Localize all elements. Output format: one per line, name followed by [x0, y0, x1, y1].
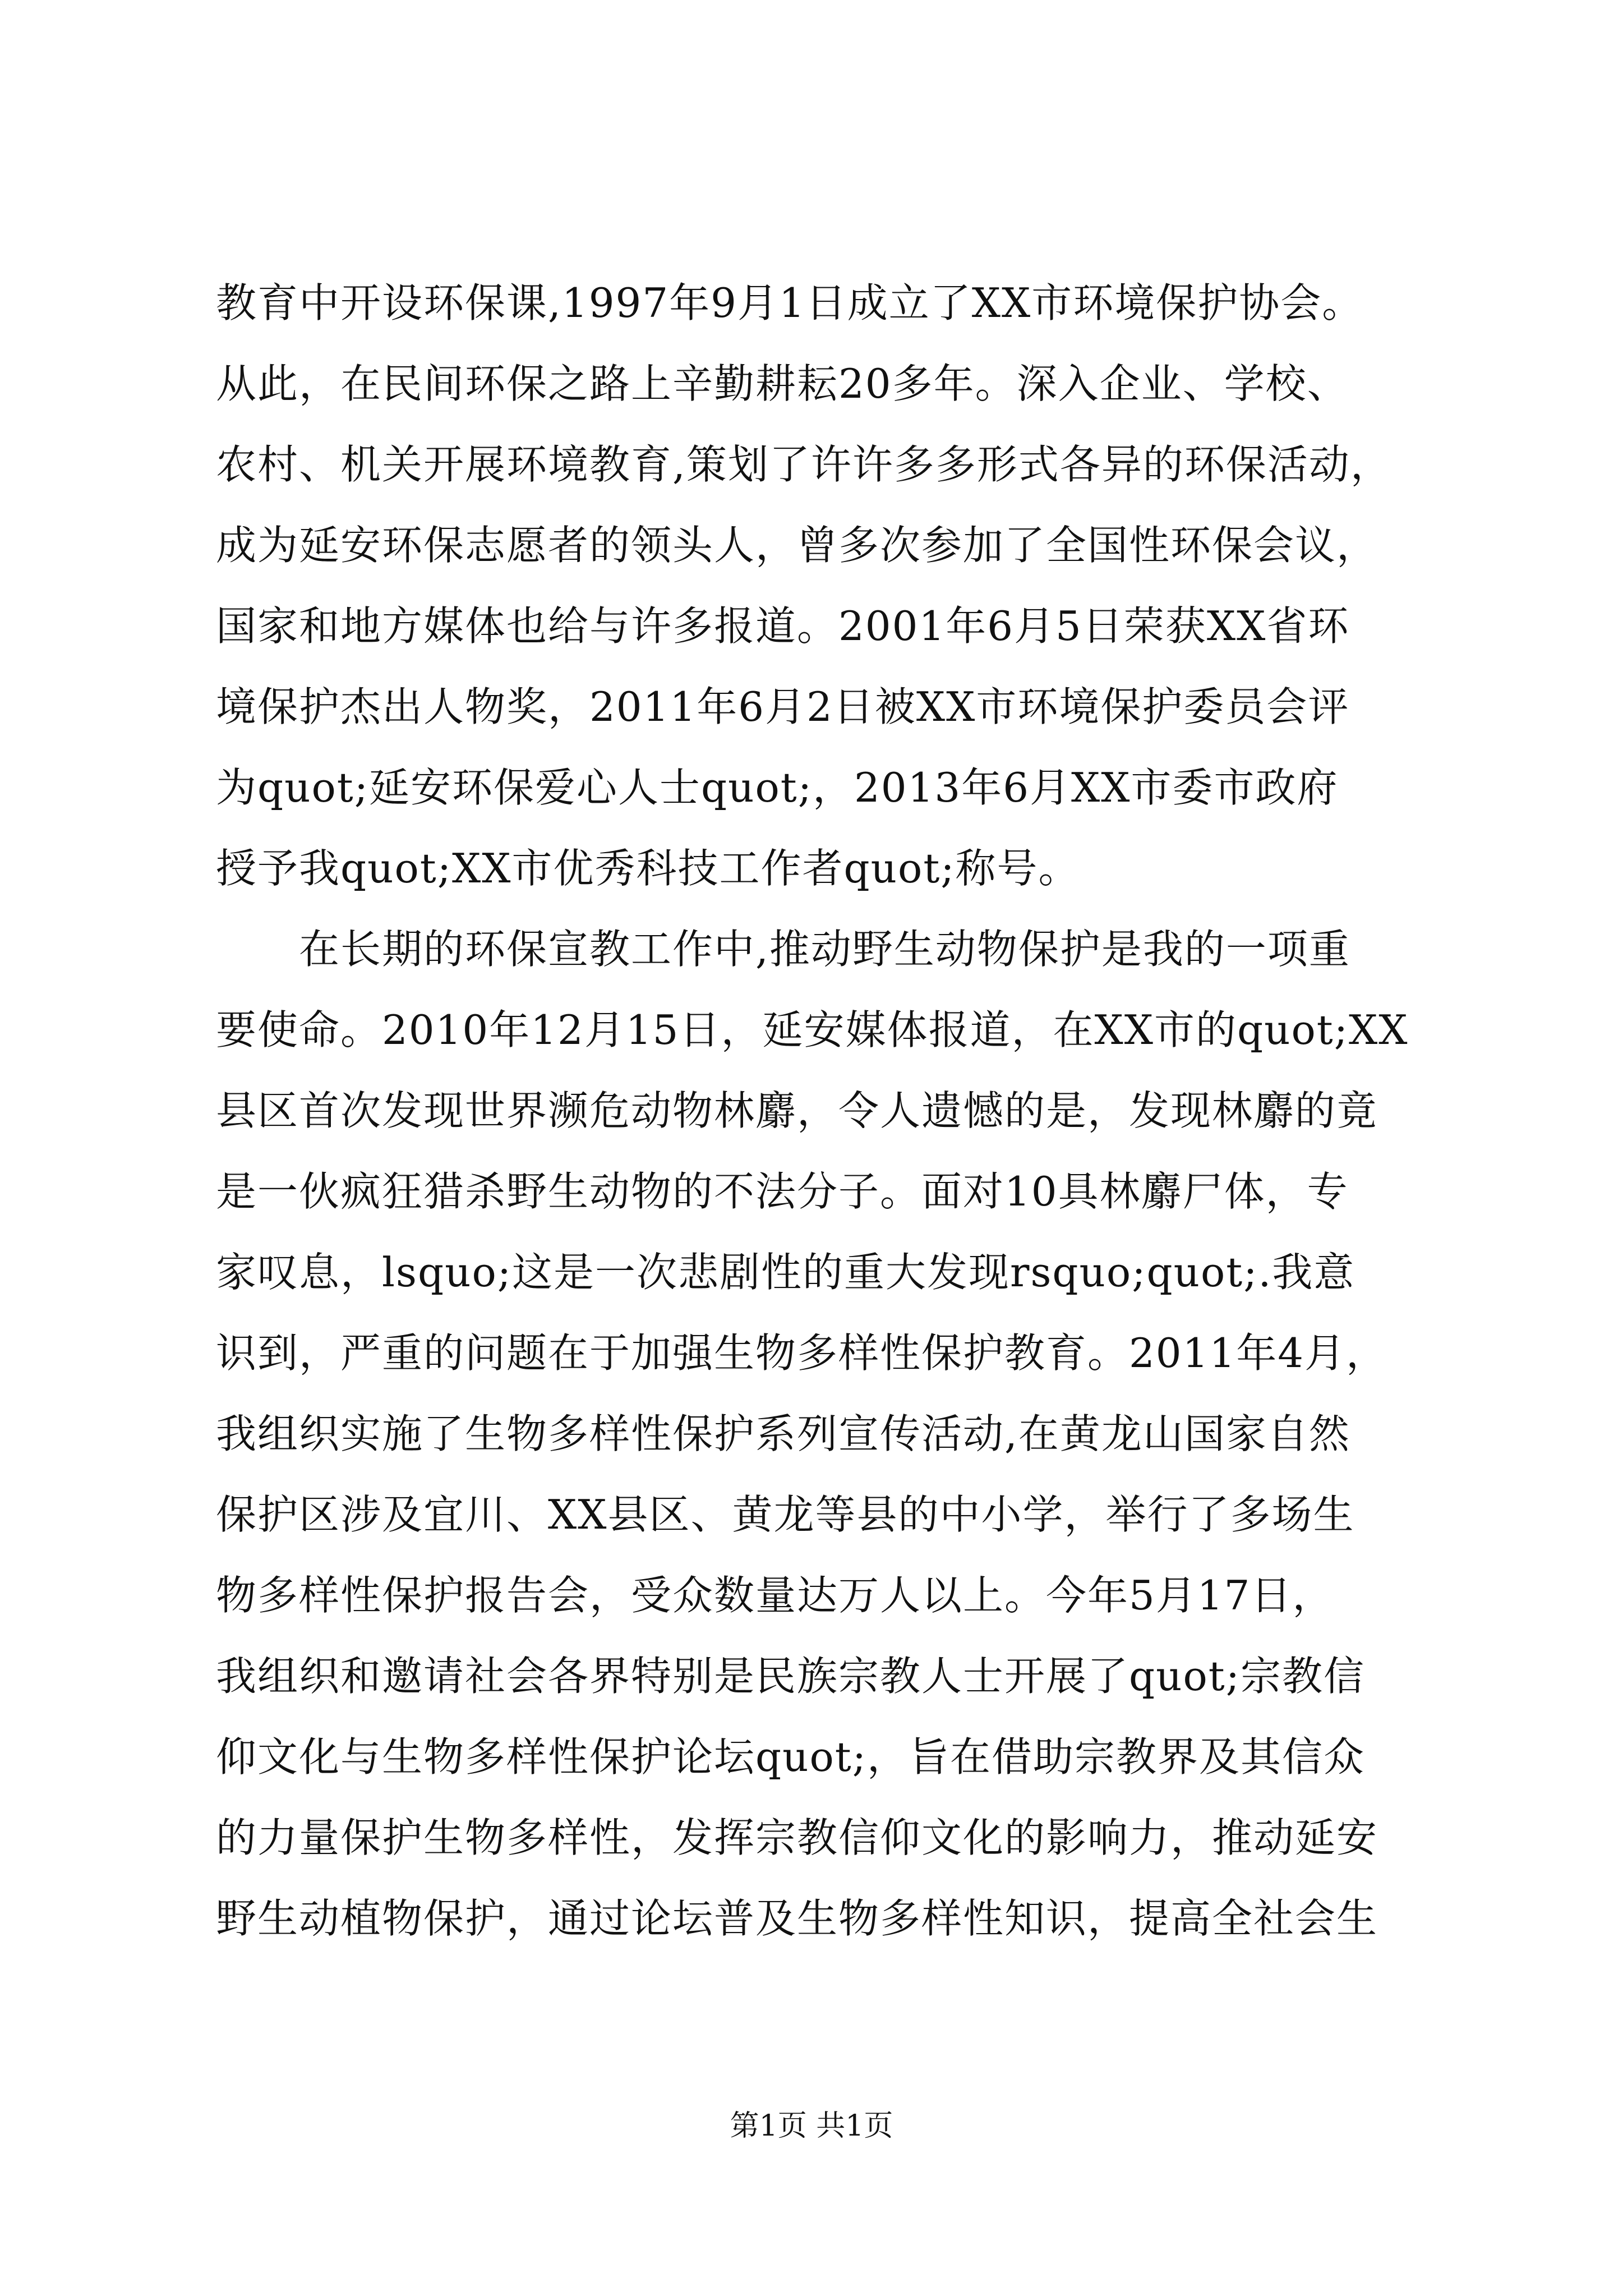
text-line: 县区首次发现世界濒危动物林麝，令人遗憾的是，发现林麝的竟 — [216, 1087, 1378, 1134]
text-line: 识到，严重的问题在于加强生物多样性保护教育。2011年4月， — [216, 1329, 1388, 1377]
text-line: 仰文化与生物多样性保护论坛quot;，旨在借助宗教界及其信众 — [216, 1733, 1366, 1780]
text-line: 为quot;延安环保爱心人士quot;，2013年6月XX市委市政府 — [216, 764, 1339, 811]
text-line: 成为延安环保志愿者的领头人，曾多次参加了全国性环保会议， — [216, 522, 1378, 569]
text-line: 我组织实施了生物多样性保护系列宣传活动,在黄龙山国家自然 — [216, 1410, 1350, 1457]
paragraph-start-line: 在长期的环保宣教工作中,推动野生动物保护是我的一项重 — [216, 926, 1350, 973]
text-line: 要使命。2010年12月15日，延安媒体报道，在XX市的quot;XX — [216, 1006, 1409, 1053]
text-line: 授予我quot;XX市优秀科技工作者quot;称号。 — [216, 845, 1080, 892]
text-line: 保护区涉及宜川、XX县区、黄龙等县的中小学，举行了多场生 — [216, 1491, 1355, 1538]
text-line: 我组织和邀请社会各界特别是民族宗教人士开展了quot;宗教信 — [216, 1653, 1366, 1700]
text-line: 农村、机关开展环境教育,策划了许许多多形式各异的环保活动， — [216, 441, 1392, 488]
text-line: 从此，在民间环保之路上辛勤耕耘20多年。深入企业、学校、 — [216, 360, 1349, 407]
text-line: 野生动植物保护，通过论坛普及生物多样性知识，提高全社会生 — [216, 1895, 1378, 1942]
text-line: 国家和地方媒体也给与许多报道。2001年6月5日荣获XX省环 — [216, 602, 1350, 650]
text-line: 的力量保护生物多样性，发挥宗教信仰文化的影响力，推动延安 — [216, 1814, 1378, 1861]
page-number: 第1页 共1页 — [730, 2109, 893, 2143]
text-line: 物多样性保护报告会，受众数量达万人以上。今年5月17日， — [216, 1572, 1334, 1619]
text-line: 家叹息，lsquo;这是一次悲剧性的重大发现rsquo;quot;.我意 — [216, 1249, 1355, 1296]
body-text — [216, 263, 1438, 1959]
text-line: 境保护杰出人物奖，2011年6月2日被XX市环境保护委员会评 — [216, 683, 1350, 730]
text-line: 是一伙疯狂猎杀野生动物的不法分子。面对10具林麝尸体，专 — [216, 1168, 1349, 1215]
text-line: 教育中开设环保课,1997年9月1日成立了XX市环境保护协会。 — [216, 279, 1364, 326]
